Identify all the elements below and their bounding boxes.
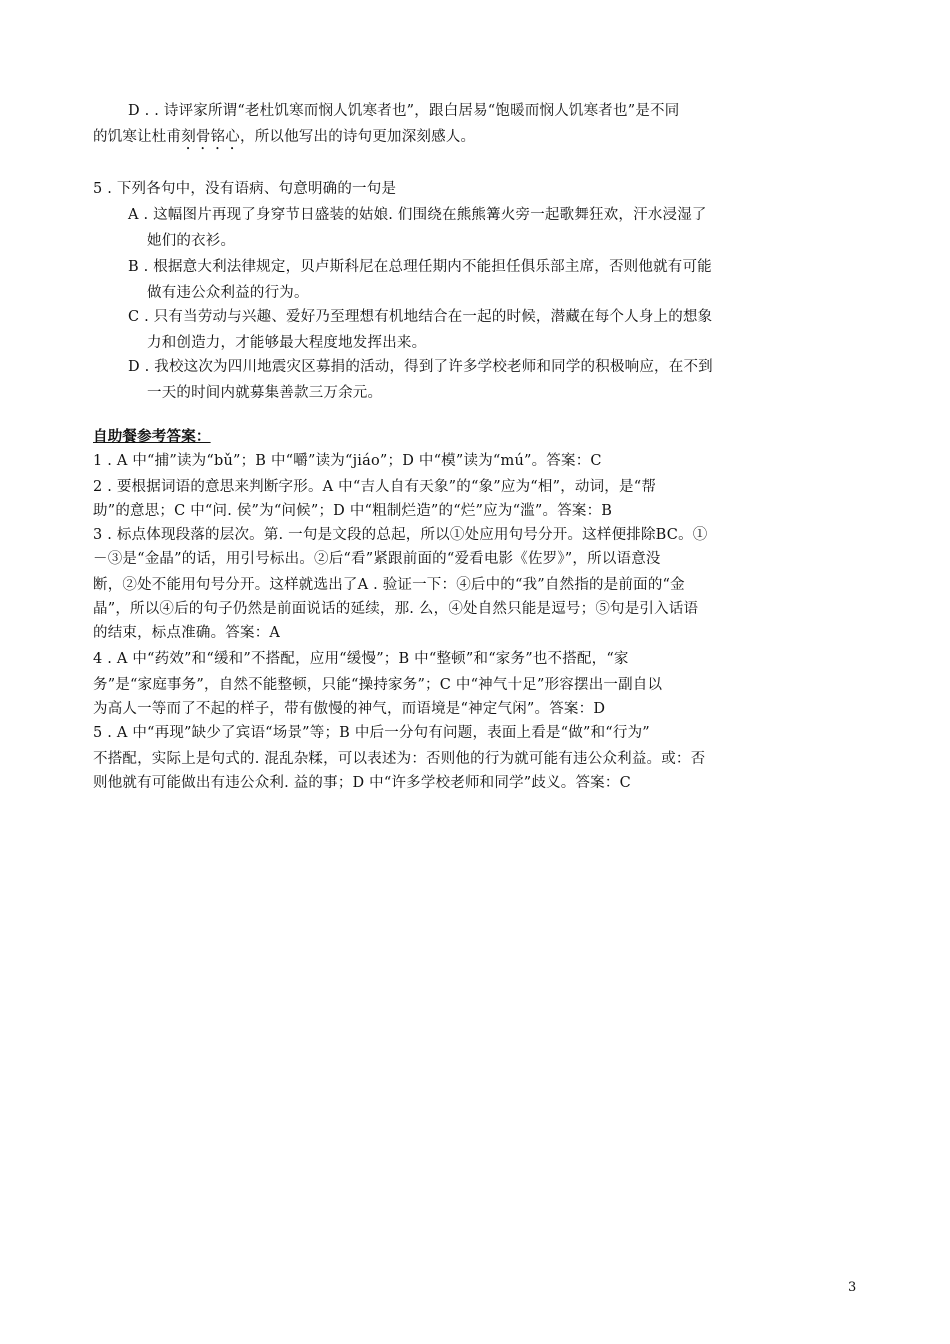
q5-option-a-line1: A . 这幅图片再现了身穿节日盛装的姑娘. 们围绕在熊熊篝火旁一起歌舞狂欢，汗水浸湿了: [128, 207, 707, 223]
answer-line: 4 . A 中“药效”和“缓和”不搭配，应用“缓慢”；B 中“整顿”和“家务”也不搭配，“家: [93, 651, 629, 667]
q5-option-c-line1: C . 只有当劳动与兴趣、爱好乃至理想有机地结合在一起的时候，潜藏在每个人身上的想象: [128, 309, 713, 325]
q4-option-d-line2-post: ，所以他写出的诗句更加深刻感人。: [240, 129, 476, 145]
answer-line: 助”的意思；C 中“问. 侯”为“问候”；D 中“粗制烂造”的“烂”应为“滥”。答案：B: [93, 503, 613, 519]
q5-option-a-line2: 她们的衣衫。: [147, 233, 236, 249]
answer-line: －③是“金晶”的话，用引号标出。②后“看”紧跟前面的“爱看电影《佐罗》”，所以语意没: [93, 551, 661, 567]
answer-line: 则他就有可能做出有违公众利. 益的事；D 中“许多学校老师和同学”歧义。答案：C: [93, 775, 631, 791]
q5-option-b-line1: B . 根据意大利法律规定，贝卢斯科尼在总理任期内不能担任俱乐部主席，否则他就有可能: [128, 259, 712, 275]
answer-line: 不搭配，实际上是句式的. 混乱杂糅，可以表述为：否则他的行为就可能有违公众利益。或：否: [93, 751, 706, 767]
q4-option-d-line2-pre: 的饥寒让杜甫: [93, 129, 182, 145]
q4-option-d-line2: [93, 124, 475, 153]
q5-option-d-line1: D . 我校这次为四川地震灾区募捐的活动，得到了许多学校老师和同学的积极响应，在不到: [128, 359, 713, 375]
q4-option-d-line1: D . . 诗评家所谓“老杜饥寒而悯人饥寒者也”，跟白居易“饱暖而悯人饥寒者也”是不同: [128, 103, 680, 119]
answer-line: 3 . 标点体现段落的层次。第. 一句是文段的总起，所以①处应用句号分开。这样便排除BC。①: [93, 527, 708, 543]
q5-option-d-line2: 一天的时间内就募集善款三万余元。: [147, 385, 383, 401]
answer-line: 务”是“家庭事务”，自然不能整顿，只能“操持家务”；C 中“神气十足”形容摆出一副自以: [93, 677, 663, 693]
answer-line: 断，②处不能用句号分开。这样就选出了A . 验证一下：④后中的“我”自然指的是前面的“金: [93, 577, 685, 593]
q4-option-d-emphasis: 刻骨铭心: [181, 129, 241, 145]
page-number: 3: [848, 1280, 857, 1295]
q5-stem: 5 . 下列各句中，没有语病、句意明确的一句是: [93, 181, 397, 197]
answer-line: 5 . A 中“再现”缺少了宾语“场景”等；B 中后一分句有问题，表面上看是“做”和“行为”: [93, 725, 650, 741]
answer-line: 的结束，标点准确。答案：A: [93, 625, 281, 641]
answers-heading: 自助餐参考答案：: [93, 428, 211, 445]
answer-line: 为高人一等而了不起的样子，带有傲慢的神气，而语境是“神定气闲”。答案：D: [93, 701, 606, 717]
answer-line: 2 . 要根据词语的意思来判断字形。A 中“吉人自有天象”的“象”应为“相”，动词，是“帮: [93, 479, 657, 495]
answer-line: 晶”，所以④后的句子仍然是前面说话的延续，那. 么，④处自然只能是逗号；⑤句是引入话语: [93, 601, 699, 617]
answer-line: 1 . A 中“捕”读为“bǔ”；B 中“嚼”读为“jiáo”；D 中“模”读为“mú”。答案：C: [93, 453, 602, 469]
q5-option-b-line2: 做有违公众利益的行为。: [147, 285, 309, 301]
q5-option-c-line2: 力和创造力，才能够最大程度地发挥出来。: [147, 335, 427, 351]
